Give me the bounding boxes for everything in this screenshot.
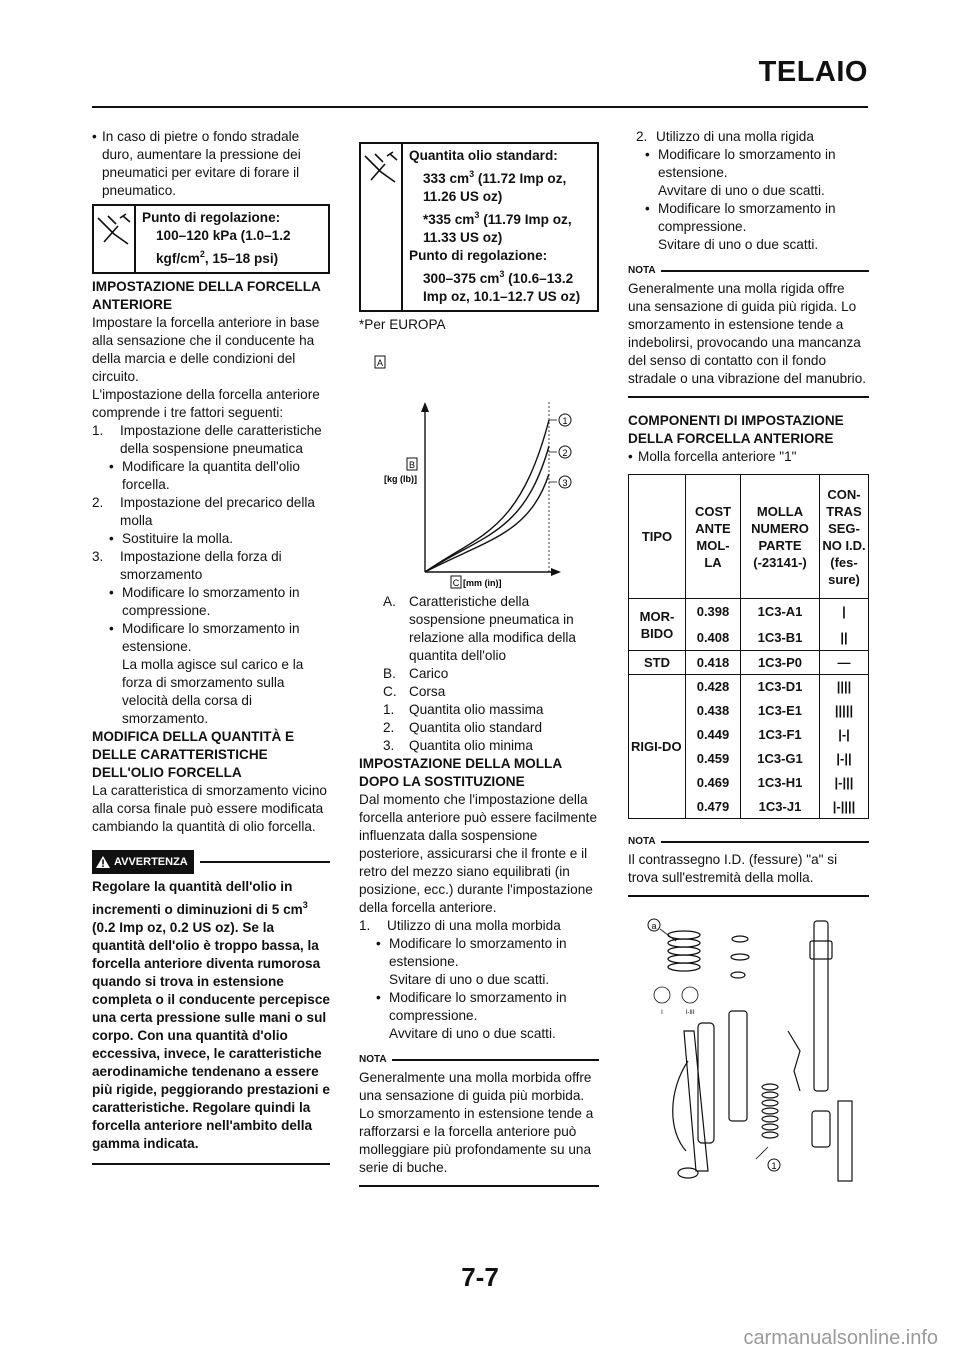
paragraph: Impostare la forcella anteriore in base alla sensazione che il conducente ha della marcia e delle condizioni del circuito. xyxy=(92,315,320,384)
spring-table xyxy=(628,474,869,819)
paragraph: Dal momento che l'impostazione della forcella anteriore può essere facilmente influenzata dalla sospensione posteriore, assicurarsi che il fronte e il retro del mezzo siano equilibrati (in posizione, ecc.) durante l'impostazione della forcella anteriore. xyxy=(359,792,598,915)
table-cell-tipo: MOR-BIDO xyxy=(629,599,686,651)
table-cell: 1C3-B1 xyxy=(741,625,820,651)
table-row xyxy=(629,599,869,625)
graph-label-a: A xyxy=(376,358,384,368)
table-header: CON-TRAS SEG-NO I.D. (fes-sure) xyxy=(820,475,869,599)
list-item: 1. Impostazione delle caratteristiche della sospensione pneumatica xyxy=(92,423,322,456)
nota-text: Generalmente una molla morbida offre una sensazione di guida più morbida. Lo smorzamento in estensione tende a rafforzarsi e la forcella anteriore può molleggiare più profondamente su una serie di buche. xyxy=(359,1069,599,1187)
list-bullet: • Modificare lo smorzamento in compressione. xyxy=(359,989,599,1025)
table-header-row xyxy=(629,475,869,599)
table-cell: 1C3-D1 xyxy=(741,675,820,699)
list-bullet: • Modificare lo smorzamento in estensione. xyxy=(92,620,330,656)
legend-item: A. Caratteristiche della sospensione pneumatica in relazione alla modifica della quantita dell'olio xyxy=(383,594,576,663)
legend-item: B. Carico xyxy=(383,666,449,681)
graph-y-unit: [kg (lb)] xyxy=(384,474,417,484)
table-cell: 0.449 xyxy=(686,723,741,747)
curve-3-label: 3 xyxy=(562,478,568,488)
table-cell: | xyxy=(820,599,869,625)
table-cell: 0.479 xyxy=(686,795,741,819)
list-bullet: • Modificare lo smorzamento in estensione. xyxy=(359,935,599,971)
table-cell: 0.418 xyxy=(686,651,741,675)
table-cell: — xyxy=(820,651,869,675)
table-cell: |-|| xyxy=(820,747,869,771)
legend-item: C. Corsa xyxy=(383,684,446,699)
warning-box xyxy=(92,850,330,1165)
spec-value: 300–375 $cm^3$ (10.6–13.2 Imp oz, 10.1–12.7 US oz) xyxy=(423,269,581,304)
table-cell: 1C3-E1 xyxy=(741,699,820,723)
list-sub: Svitare di uno o due scatti. xyxy=(658,237,819,252)
mark-i: I xyxy=(661,1010,663,1016)
europa-note: *Per EUROPA xyxy=(359,317,446,332)
list-bullet: • Molla forcella anteriore "1" xyxy=(628,448,869,466)
list-item: 3. Impostazione della forza di smorzamento xyxy=(92,549,282,582)
column-3 xyxy=(628,128,869,1201)
item-note: La molla agisce sul carico e la forza di smorzamento sulla velocità della corsa di smorzamento. xyxy=(122,657,304,726)
list-sub: Avvitare di uno o due scatti. xyxy=(658,183,825,198)
table-cell: |-|||| xyxy=(820,795,869,819)
column-2 xyxy=(359,142,599,1187)
fork-exploded-diagram xyxy=(628,911,869,1201)
curve-1-label: 1 xyxy=(562,416,568,426)
table-cell: 0.438 xyxy=(686,699,741,723)
table-header: MOLLA NUMERO PARTE (-23141-) xyxy=(741,475,820,599)
mark-i-iii: I-III xyxy=(685,1010,695,1016)
list-bullet: • Modificare la quantita dell'olio forcella. xyxy=(92,458,330,494)
table-header: TIPO xyxy=(629,475,686,599)
legend-item: 1. Quantita olio massima xyxy=(383,702,544,717)
nota-header: NOTA xyxy=(628,833,869,851)
list-item: 2. Utilizzo di una molla rigida xyxy=(636,129,814,144)
heading-molla: IMPOSTAZIONE DELLA MOLLA DOPO LA SOSTITUZIONE xyxy=(359,756,562,789)
nota-header: NOTA xyxy=(359,1051,599,1069)
wrench-icon xyxy=(94,206,136,272)
spec-value: *335 $cm^3$ (11.79 Imp oz, 11.33 US oz) xyxy=(423,210,572,245)
list-item: 2. Impostazione del precarico della molla xyxy=(92,495,315,528)
warning-text: Regolare la quantità dell'olio in incrementi o diminuzioni di 5 $cm^3$ (0.2 Imp oz, 0.2 US oz). Se la quantità dell'olio è troppo bassa, la forcella anteriore diventa rumorosa quando si trova in estensione completa o il conducente percepisce una certa pressione sulle mani o sul corpo. Con una quantità d'olio eccessiva, invece, le caratteristiche aerodinamiche tendenano a essere più rigide, peggiorando prestazioni e caratteristiche. Regolare quindi la forcella anteriore nell'ambito della gamma indicata. xyxy=(92,878,330,1165)
heading-forcella: IMPOSTAZIONE DELLA FORCELLA ANTERIORE xyxy=(92,279,321,312)
table-cell: 0.428 xyxy=(686,675,741,699)
page-number: 7-7 xyxy=(461,1262,499,1292)
nota-text: Il contrassegno I.D. (fessure) "a" si trova sull'estremità della molla. xyxy=(628,851,869,897)
spec-box-oil xyxy=(359,142,599,312)
spec-label: Punto di regolazione: xyxy=(409,248,548,263)
table-cell: 0.469 xyxy=(686,771,741,795)
list-sub: Avvitare di uno o due scatti. xyxy=(389,1026,556,1041)
header-rule xyxy=(92,106,868,108)
spec-value: 100–120 kPa (1.0–1.2 kgf/$cm^2$, 15–18 psi) xyxy=(156,228,291,266)
list-bullet: • Sostituire la molla. xyxy=(92,530,330,548)
wrench-icon xyxy=(361,144,403,310)
table-cell: 1C3-H1 xyxy=(741,771,820,795)
table-cell: |-| xyxy=(820,723,869,747)
callout-1: 1 xyxy=(771,1161,777,1171)
spec-label: Punto di regolazione: xyxy=(142,210,281,225)
watermark: carmanualsonline.info xyxy=(743,1327,938,1349)
table-cell: || xyxy=(820,625,869,651)
spec-value: 333 $cm^3$ (11.72 Imp oz, 11.26 US oz) xyxy=(423,169,567,204)
table-cell: 1C3-A1 xyxy=(741,599,820,625)
table-cell-tipo: STD xyxy=(629,651,686,675)
list-sub: Svitare di uno o due scatti. xyxy=(389,972,550,987)
list-bullet: • Modificare lo smorzamento in estensione. xyxy=(628,146,869,182)
paragraph: L'impostazione della forcella anteriore comprende i tre fattori seguenti: xyxy=(92,387,320,420)
spec-label: Quantita olio standard: xyxy=(409,148,558,163)
table-cell: |-||| xyxy=(820,771,869,795)
warning-icon xyxy=(96,856,110,868)
table-cell: 0.398 xyxy=(686,599,741,625)
list-item: 1. Utilizzo di una molla morbida xyxy=(359,918,561,933)
heading-componenti: COMPONENTI DI IMPOSTAZIONE DELLA FORCELLA ANTERIORE xyxy=(628,413,844,446)
table-cell: 1C3-F1 xyxy=(741,723,820,747)
legend-item: 2. Quantita olio standard xyxy=(383,720,543,735)
legend-item: 3. Quantita olio minima xyxy=(383,738,533,753)
table-row xyxy=(629,675,869,699)
graph-label-c: C xyxy=(452,578,460,588)
paragraph: La caratteristica di smorzamento vicino alla corsa finale può essere modificata cambiando la quantità di olio forcella. xyxy=(92,783,327,834)
column-1 xyxy=(92,128,330,1165)
curve-2-label: 2 xyxy=(562,448,568,458)
callout-a: a xyxy=(651,921,657,931)
list-bullet: • Modificare lo smorzamento in compressione. xyxy=(92,584,330,620)
table-cell: 1C3-P0 xyxy=(741,651,820,675)
graph-legend xyxy=(359,593,599,755)
table-cell-tipo: RIGI-DO xyxy=(629,675,686,819)
graph-x-unit: [mm (in)] xyxy=(463,578,502,588)
table-header: COST ANTE MOL-LA xyxy=(686,475,741,599)
table-cell: |||| xyxy=(820,675,869,699)
heading-olio: MODIFICA DELLA QUANTITÀ E DELLE CARATTERISTICHE DELL'OLIO FORCELLA xyxy=(92,729,295,780)
graph-label-b: B xyxy=(408,460,416,470)
warning-badge: AVVERTENZA xyxy=(92,850,194,874)
table-cell: 0.459 xyxy=(686,747,741,771)
table-cell: 1C3-J1 xyxy=(741,795,820,819)
table-cell: 1C3-G1 xyxy=(741,747,820,771)
table-cell: ||||| xyxy=(820,699,869,723)
list-bullet: • Modificare lo smorzamento in compressione. xyxy=(628,200,869,236)
spec-box-pressure xyxy=(92,204,330,274)
table-cell: 0.408 xyxy=(686,625,741,651)
table-row xyxy=(629,651,869,675)
nota-header: NOTA xyxy=(628,262,869,280)
page-title: TELAIO xyxy=(758,56,868,88)
nota-text: Generalmente una molla rigida offre una sensazione di guida più rigida. Lo smorzamento in estensione tende a indebolirsi, provocando una mancanza del senso di contatto con il fondo stradale o una vibrazione del manubrio. xyxy=(628,280,869,398)
intro-bullet: • In caso di pietre o fondo stradale duro, aumentare la pressione dei pneumatici per evitare di forare il pneumatico. xyxy=(92,128,330,200)
oil-curve-graph xyxy=(359,334,599,589)
